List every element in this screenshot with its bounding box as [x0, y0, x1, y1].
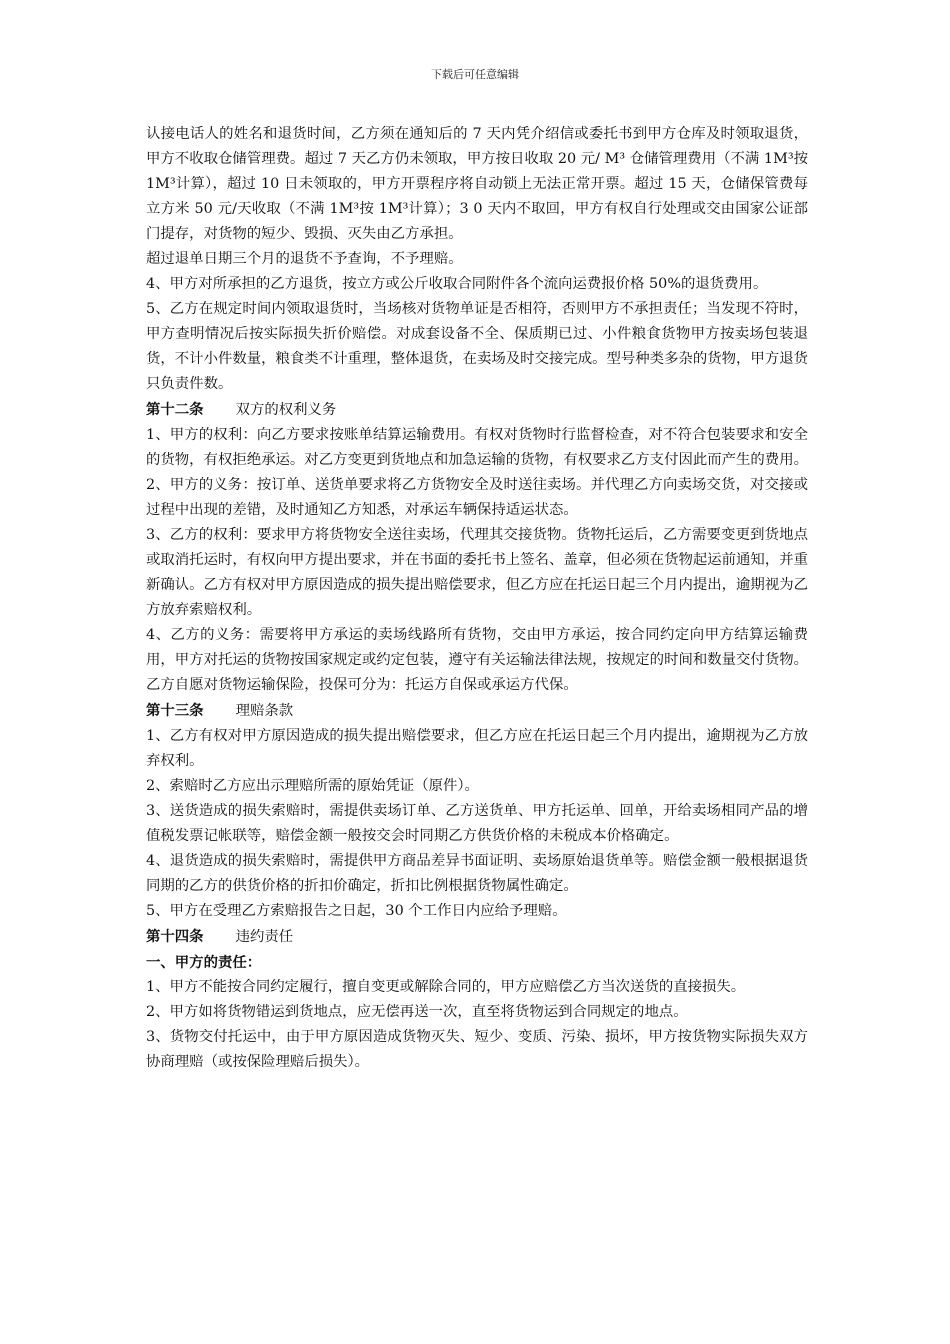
article-label: 第十二条 [146, 401, 204, 418]
paragraph: 3、乙方的权利：要求甲方将货物安全送往卖场，代理其交接货物。货物托运后，乙方需要变更到货地点或取消托运时，有权向甲方提出要求，并在书面的委托书上签名、盖章，但必须在货物起运前通知，并重新确认。乙方有权对甲方原因造成的损失提出赔偿要求，但乙方应在托运日起三个月内提出，逾期视为乙方放弃索赔权利。 [146, 527, 808, 618]
paragraph: 3、送货造成的损失索赔时，需提供卖场订单、乙方送货单、甲方托运单、回单，开给卖场相同产品的增值税发票记帐联等，赔偿金额一般按交会时同期乙方供货价格的未税成本价格确定。 [146, 803, 808, 844]
paragraph: 4、乙方的义务：需要将甲方承运的卖场线路所有货物，交由甲方承运，按合同约定向甲方结算运输费用，甲方对托运的货物按国家规定或约定包装，遵守有关运输法律法规，按规定的时间和数量交付货物。乙方自愿对货物运输保险，投保可分为：托运方自保或承运方代保。 [146, 627, 808, 693]
paragraph: 4、退货造成的损失索赔时，需提供甲方商品差异书面证明、卖场原始退货单等。赔偿金额一般根据退货同期的乙方的供货价格的折扣价确定，折扣比例根据货物属性确定。 [146, 853, 808, 894]
paragraph: 5、乙方在规定时间内领取退货时，当场核对货物单证是否相符，否则甲方不承担责任；当发现不符时，甲方查明情况后按实际损失折价赔偿。对成套设备不全、保质期已过、小件粮食货物甲方按卖场包装退货，不计小件数量，粮食类不计重理，整体退货，在卖场及时交接完成。型号种类多杂的货物，甲方退货只负责件数。 [146, 301, 808, 392]
section-subheading: 一、甲方的责任： [146, 954, 262, 971]
paragraph: 1、乙方有权对甲方原因造成的损失提出赔偿要求，但乙方应在托运日起三个月内提出，逾期视为乙方放弃权利。 [146, 728, 808, 769]
page-header: 下载后可任意编辑 [431, 68, 519, 81]
paragraph: 2、甲方的义务：按订单、送货单要求将乙方货物安全及时送往卖场。并代理乙方向卖场交货，对交接或过程中出现的差错，及时通知乙方知悉，对承运车辆保持适运状态。 [146, 477, 808, 518]
article-heading [146, 397, 808, 423]
paragraph: 1、甲方不能按合同约定履行，擅自变更或解除合同的，甲方应赔偿乙方当次送货的直接损失。 [146, 979, 746, 995]
article-heading [146, 698, 808, 724]
article-title: 双方的权利义务 [235, 402, 337, 418]
paragraph: 2、索赔时乙方应出示理赔所需的原始凭证（原件）。 [146, 778, 479, 794]
paragraph: 1、甲方的权利：向乙方要求按账单结算运输费用。有权对货物时行监督检查，对不符合包装要求和安全的货物，有权拒绝承运。对乙方变更到货地点和加急运输的货物，有权要求乙方支付因此而产生的费用。 [146, 427, 808, 468]
article-label: 第十四条 [146, 928, 204, 945]
paragraph: 4、甲方对所承担的乙方退货，按立方或公斤收取合同附件各个流向运费报价格 50%的退货费用。 [146, 276, 768, 292]
article-label: 第十三条 [146, 702, 204, 719]
paragraph: 5、甲方在受理乙方索赔报告之日起，30 个工作日内应给予理赔。 [146, 903, 567, 919]
paragraph: 认接电话人的姓名和退货时间，乙方须在通知后的 7 天内凭介绍信或委托书到甲方仓库及时领取退货，甲方不收取仓储管理费。超过 7 天乙方仍未领取，甲方按日收取 20 元/ M³ 仓储管理费用（不满 1M³按 1M³计算），超过 10 日未领取的，甲方开票程序将自动锁上无法正常开票。超过 15 天，仓储保管费每立方米 50 元/天收取（不满 1M³按 1M³计算）；3 0 天内不取回，甲方有权自行处理或交由国家公证部门提存，对货物的短少、毁损、灭失由乙方承担。 [146, 126, 808, 242]
article-heading [146, 924, 808, 950]
article-title: 理赔条款 [235, 703, 294, 719]
paragraph: 2、甲方如将货物错运到货地点，应无偿再送一次，直至将货物运到合同规定的地点。 [146, 1004, 688, 1020]
article-title: 违约责任 [235, 929, 294, 945]
paragraph: 超过退单日期三个月的退货不予查询，不予理赔。 [146, 251, 463, 267]
document-body [146, 122, 808, 1075]
paragraph: 3、货物交付托运中，由于甲方原因造成货物灭失、短少、变质、污染、损坏，甲方按货物实际损失双方协商理赔（或按保险理赔后损失）。 [146, 1029, 808, 1070]
